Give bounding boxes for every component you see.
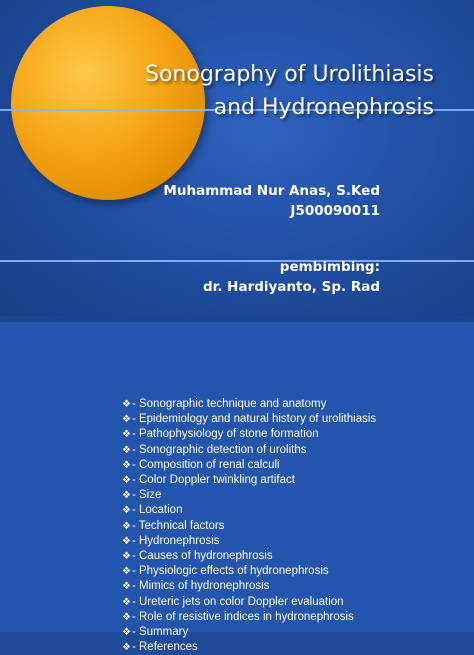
outline-item-text: - Summary: [131, 626, 189, 639]
outline-item-text: - Composition of renal calculi: [131, 458, 280, 471]
diamond-bullet-icon: ❖: [122, 566, 131, 578]
outline-item-text: - Location: [131, 504, 183, 517]
diamond-bullet-icon: ❖: [122, 551, 131, 563]
outline-item: [122, 610, 376, 625]
diamond-bullet-icon: ❖: [122, 399, 131, 410]
outline-item: [122, 473, 376, 488]
outline-item-text: - Technical factors: [131, 519, 225, 532]
diamond-bullet-icon: ❖: [122, 429, 131, 441]
author-id: J500090011: [290, 203, 380, 219]
diamond-bullet-icon: ❖: [122, 475, 131, 487]
adviser-name: dr. Hardiyanto, Sp. Rad: [202, 279, 380, 295]
outline-list: [122, 397, 376, 655]
outline-item-text: - Size: [131, 489, 162, 502]
diamond-bullet-icon: ❖: [122, 596, 131, 608]
title-slide: [0, 0, 474, 316]
outline-item-text: - Epidemiology and natural history of urolithiasis: [131, 413, 377, 426]
outline-item-text: - Mimics of hydronephrosis: [131, 580, 270, 593]
title-line-2: and Hydronephrosis: [213, 95, 434, 120]
outline-item: [122, 564, 376, 579]
diamond-bullet-icon: ❖: [122, 581, 131, 593]
outline-item-text: - Pathophysiology of stone formation: [131, 428, 319, 441]
diamond-bullet-icon: ❖: [122, 535, 131, 547]
outline-item: [122, 397, 376, 412]
outline-item: [122, 549, 376, 564]
diamond-bullet-icon: ❖: [122, 414, 131, 426]
outline-item-text: - Physiologic effects of hydronephrosis: [131, 565, 329, 578]
outline-item: [122, 534, 376, 549]
outline-item: [122, 412, 376, 427]
diamond-bullet-icon: ❖: [122, 627, 131, 639]
outline-item: [122, 625, 376, 640]
outline-item-text: - References: [131, 641, 198, 654]
title-line-1: Sonography of Urolithiasis: [145, 62, 434, 87]
outline-item: [122, 519, 376, 534]
author-name: Muhammad Nur Anas, S.Ked: [163, 183, 380, 199]
outline-item-text: - Sonographic detection of uroliths: [131, 443, 307, 456]
outline-item: [122, 443, 376, 458]
outline-item-text: - Ureteric jets on color Doppler evaluation: [131, 595, 344, 608]
outline-slide: [0, 322, 474, 654]
diamond-bullet-icon: ❖: [122, 490, 131, 502]
outline-item-text: - Sonographic technique and anatomy: [131, 398, 327, 410]
outline-item: [122, 640, 376, 655]
adviser-block: [203, 257, 380, 297]
diamond-bullet-icon: ❖: [122, 444, 131, 456]
outline-item-text: - Color Doppler twinkling artifact: [131, 474, 295, 487]
diamond-bullet-icon: ❖: [122, 611, 131, 623]
outline-item: [122, 503, 376, 518]
outline-item-text: - Role of resistive indices in hydronephrosis: [131, 610, 354, 623]
outline-item-text: - Causes of hydronephrosis: [131, 550, 273, 563]
diamond-bullet-icon: ❖: [122, 505, 131, 517]
diamond-bullet-icon: ❖: [122, 459, 131, 471]
outline-item: [122, 458, 376, 473]
author-block: [163, 181, 380, 221]
outline-item: [122, 488, 376, 503]
adviser-label: pembimbing:: [279, 259, 380, 275]
outline-item-text: - Hydronephrosis: [131, 534, 220, 547]
diamond-bullet-icon: ❖: [122, 520, 131, 532]
outline-item: [122, 579, 376, 594]
diamond-bullet-icon: ❖: [122, 642, 131, 654]
slide-title: [145, 58, 434, 124]
outline-item: [122, 427, 376, 442]
outline-item: [122, 595, 376, 610]
